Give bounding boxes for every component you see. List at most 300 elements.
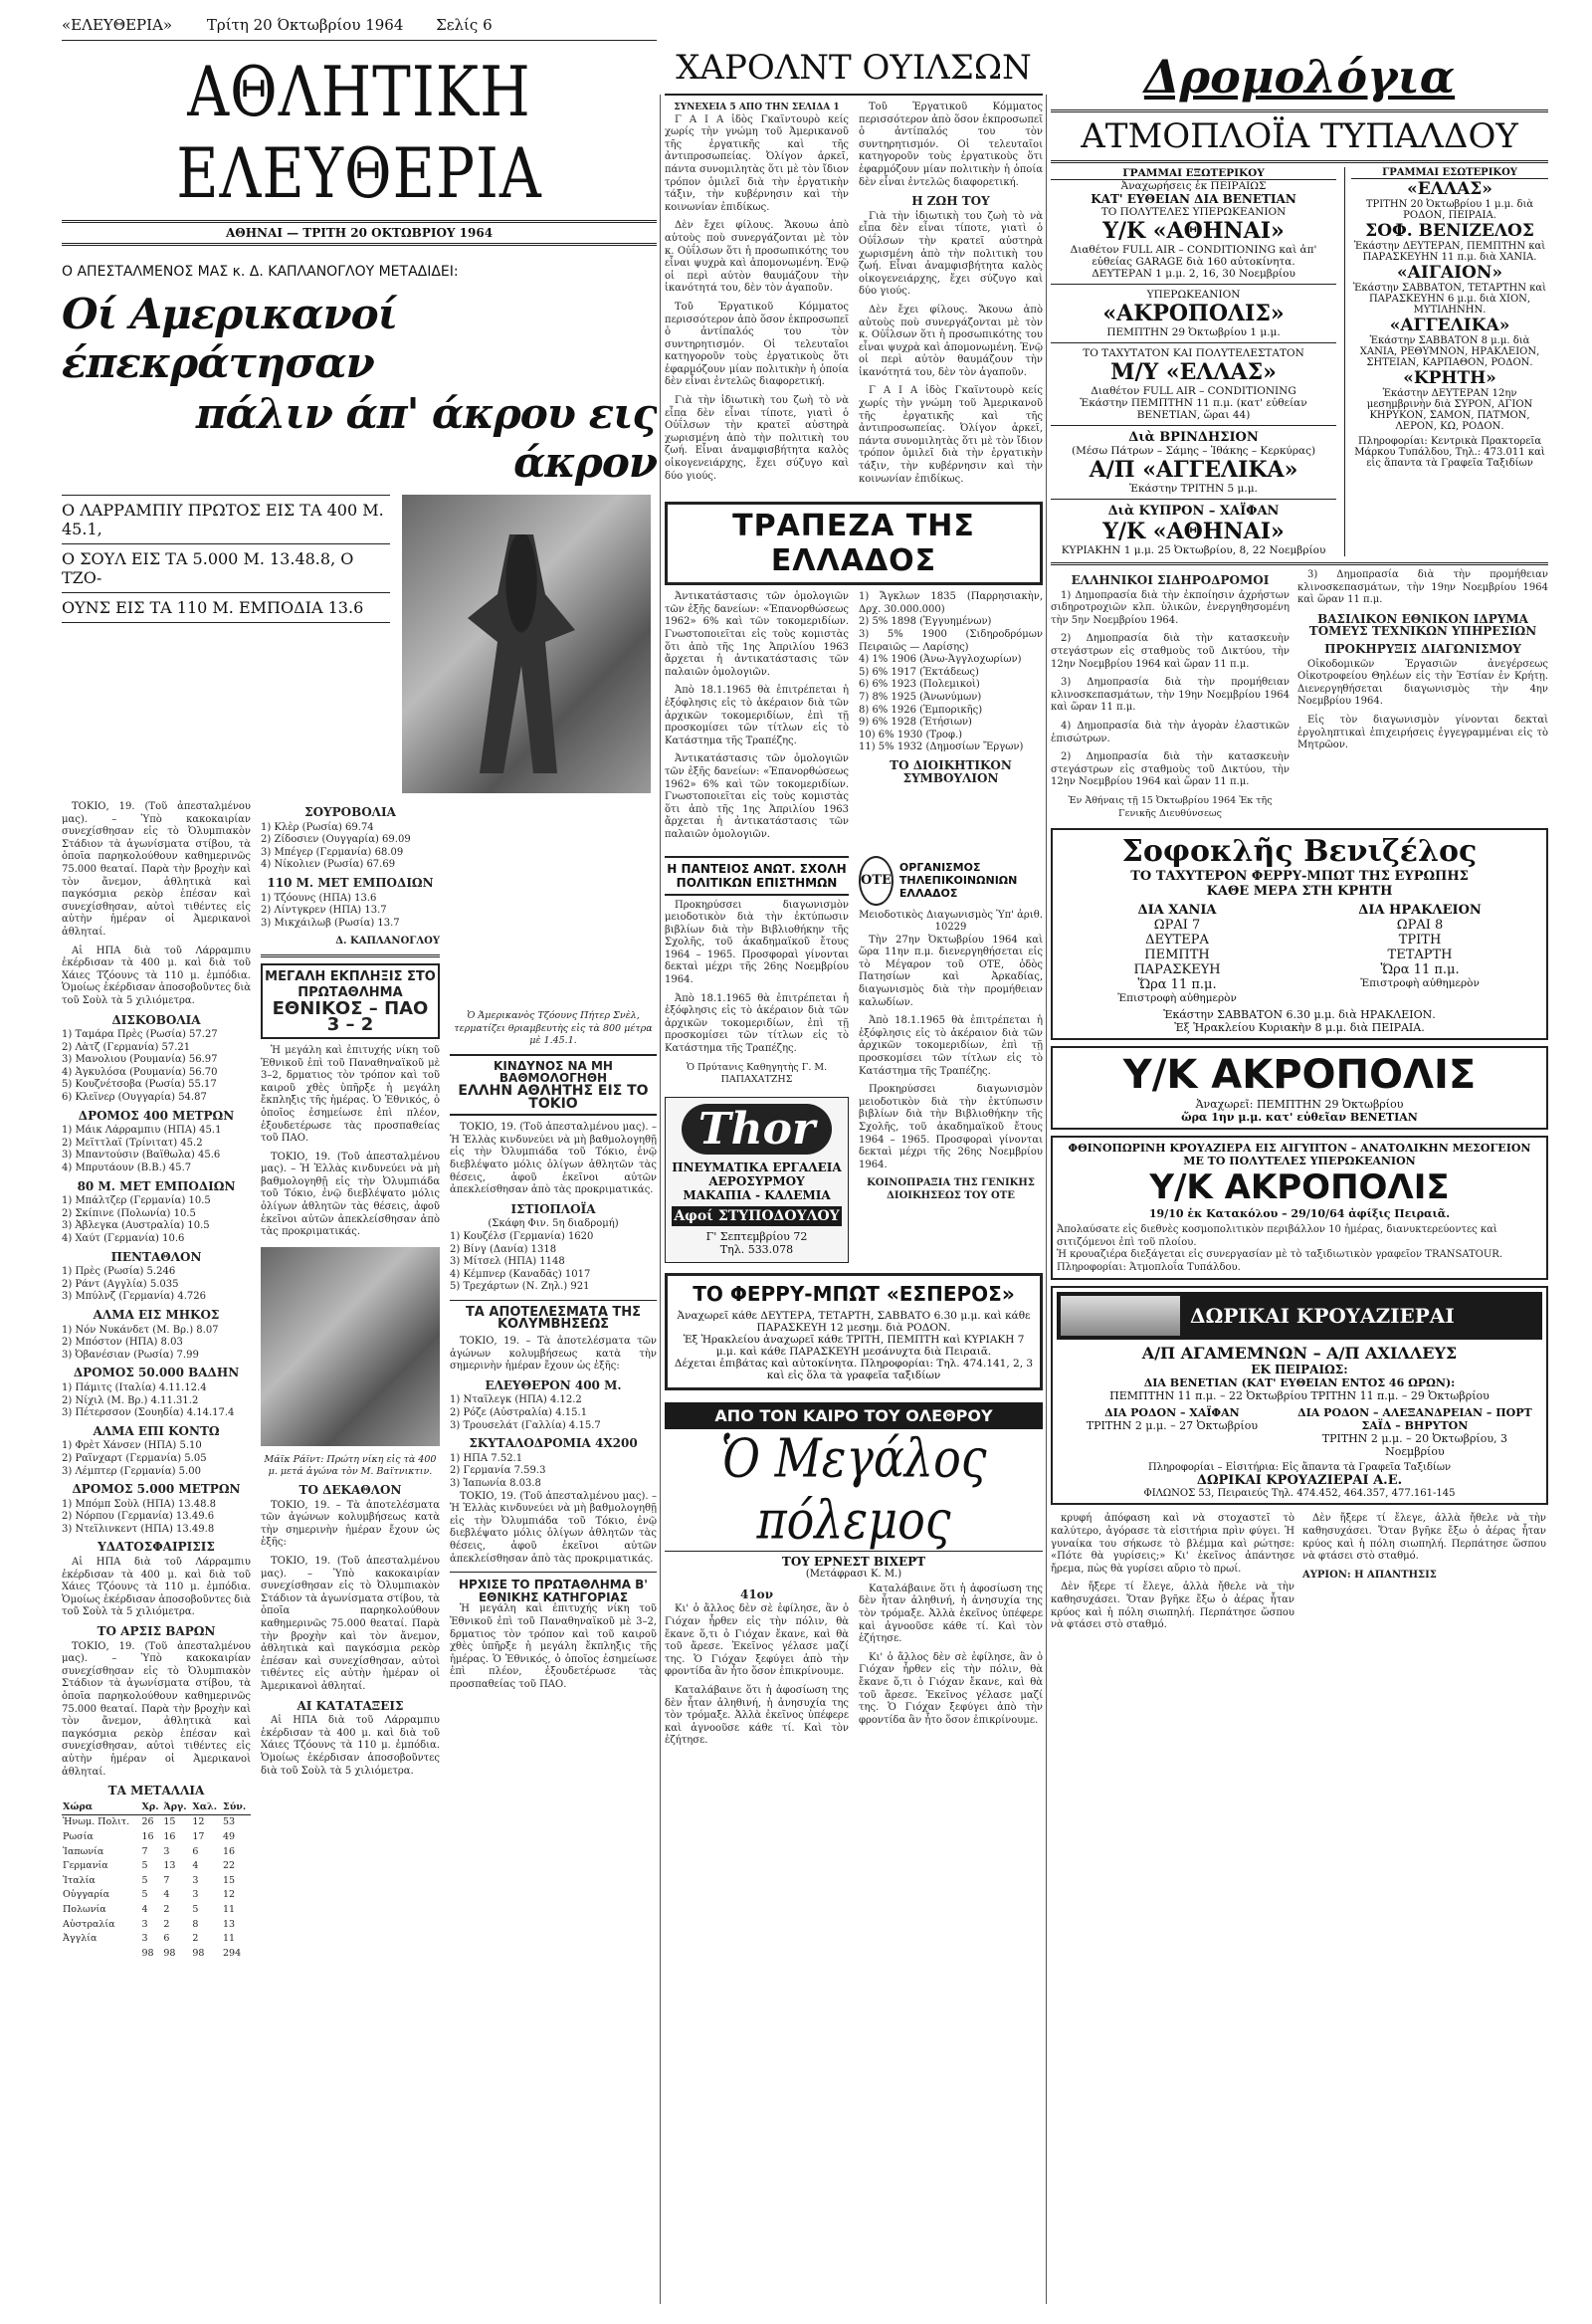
surprise-score: ΕΘΝΙΚΟΣ – ΠΑΟ 3 – 2 [272, 997, 429, 1035]
serial-col-1 [665, 102, 849, 492]
medals-cell: 7 [163, 1874, 170, 1886]
e400-title: ΔΡΟΜΟΣ 400 ΜΕΤΡΩΝ [78, 1108, 235, 1123]
hammer-results [261, 822, 440, 872]
result-line: 4) Ἀγκυλόσα (Ρουμανία) 56.70 [62, 1066, 218, 1078]
bank-title: ΤΡΑΠΕΖΑ ΤΗΣ ΕΛΛΑΔΟΣ [665, 502, 1043, 585]
sailing-title: ΙΣΤΙΟΠΛΟΪΑ [510, 1201, 596, 1216]
swim-body-2: ΤΟΚΙΟ, 19. (Τοῦ ἀπεσταλμένου μας). – Ἡ Ἑλλὰς κινδυνεύει νὰ μὴ βαθμολογηθῇ εἰς τὴν Ὀλυμπιάδα τοῦ Τόκιο, ἐνῷ διεβλέψατο μόλις ὀλίγων ἀθλητῶν τὰς θέσεις, ἀφοῦ ἐκεῖνοι αὐτῶν ἀπεκλείσθησαν ἀπὸ τὰς προκριματικάς. [450, 1490, 657, 1565]
sports-body-2: Αἱ ΗΠΑ διὰ τοῦ Λάρραμπιυ ἐκέρδισαν τὰ 400 μ. καὶ διὰ τοῦ Χάιες Τζόουνς τὰ 110 μ. ἐμπόδια. Ὁμοίως ἐκέρδισαν ἀποσοβοῦντες διὰ τοῦ Σοὺλ τὰ 5 χιλιόμετρα. [62, 945, 251, 1006]
h80-results [62, 1195, 251, 1245]
walk-title: ΔΡΟΜΟΣ 50.000 ΒΑΔΗΝ [73, 1366, 240, 1380]
medals-cell: 98 [192, 1947, 205, 1959]
discus-title: ΔΙΣΚΟΒΟΛΙΑ [111, 1012, 201, 1027]
danger-body: ΤΟΚΙΟ, 19. (Τοῦ ἀπεσταλμένου μας). – Ἡ Ἑλλὰς κινδυνεύει νὰ μὴ βαθμολογηθῇ εἰς τὴν Ὀλυμπιάδα τοῦ Τόκιο, ἐνῷ διεβλέψατο μόλις ὀλίγων ἀθλητῶν τὰς θέσεις, ἀφοῦ ἐκεῖνοι αὐτῶν ἀπεκλείσθησαν ἀπὸ τὰς προκριματικάς. [450, 1122, 657, 1196]
foundation-body: Οἰκοδομικῶν Ἐργασιῶν ἀνεγέρσεως Οἰκοτροφείου Θηλέων εἰς τὴν Ἑστίαν ἐν Κρήτῃ. Διενεργηθήσεται διαγωνισμὸς τὴν 4ην Νοεμβρίου 1964. [1297, 658, 1548, 708]
result-line: 1) Νόν Νυκάνδετ (Μ. Βρ.) 8.07 [62, 1324, 219, 1336]
story-col-1 [1051, 1513, 1294, 1637]
medals-cell: 98 [163, 1947, 176, 1959]
result-line: 6) Κλεϊνερ (Ουγγαρία) 54.87 [62, 1092, 207, 1104]
akropolis-ad [1051, 1046, 1548, 1130]
issue-date: Τρίτη 20 Όκτωβρίου 1964 [206, 16, 404, 34]
chania-time: ΩΡΑΙ 7 [1153, 918, 1201, 934]
foundation-block [1297, 569, 1548, 820]
surprise-body: Ἡ μεγάλη καὶ ἐπιτυχής νίκη τοῦ Ἐθνικοῦ ἐπὶ τοῦ Παναθηναϊκοῦ μὲ 3–2, δρματιος τὸν τρόπον καὶ τοῦ καιροῦ χθὲς ὑπῆρξε ἡ μεγάλη ἔκπληξις τῆς ἡμέρας. Ὁ Ἐθνικός, ὁ ὁποῖος ἐσημείωσε ἐπὶ πλέον, ἐξουδετέρωσε τὰς προσπαθείας τοῦ ΠΑΟ. [261, 1044, 440, 1145]
result-line: 1) Πάμιτς (Ιταλία) 4.11.12.4 [62, 1381, 207, 1393]
medals-cell: 2 [192, 1933, 199, 1945]
ship-angelika: Α/Π «ΑΓΓΕΛΙΚΑ» [1089, 457, 1298, 483]
cruise-ship: Υ/Κ ΑΚΡΟΠΟΛΙΣ [1149, 1167, 1450, 1208]
brindisi-sub: (Μέσω Πάτρων – Σάμης – Ἰθάκης – Κερκύρας) [1071, 445, 1316, 457]
medals-cell: 6 [163, 1933, 170, 1945]
railway-sign: Ἐν Ἀθήναις τῇ 15 Ὀκτωβρίου 1964 Ἐκ τῆς Γενικῆς Διευθύνσεως [1068, 794, 1273, 819]
weather-banner: ΑΠΟ ΤΟΝ ΚΑΙΡΟ ΤΟΥ ΟΛΕΘΡΟΥ [665, 1402, 1043, 1429]
bank-body: Ἀντικατάστασις τῶν ὁμολογιῶν τῶν ἑξῆς δανείων: «Ἐπανορθώσεως 1962» 6% καὶ τῶν τοκομεριδίων. Γνωστοποιεῖται εἰς τοὺς κομιστὰς ὅτι ἀπὸ τῆς 1ης Ἀπριλίου 1963 ἄρχεται ἡ ἀντικατάστασις τῶν παλαιῶν ὁμολογιῶν. [665, 591, 849, 678]
ote-logo-icon: ΟΤΕ [859, 856, 894, 906]
decathlon-body-2: ΤΟΚΙΟ, 19. (Τοῦ ἀπεσταλμένου μας). – Ὑπὸ κακοκαιρίαν συνεχίσθησαν εἰς τὸ Ὀλυμπιακὸν Στάδιον τὰ ἀγωνίσματα στίβου, τὰ ὁποῖα παρηκολούθουν καθημερινῶς 75.000 θεαταί. Παρὰ τὴν βροχὴν καὶ τὸν ἄνεμον, ἀθλητικὰ καὶ παγκόσμια ρεκὸρ ἐπέσαν καὶ συνεχίσθησαν, αὐτοὶ τιθέντες εἰς αὐτὴν ἡμέραν οἱ Ἀμερικανοὶ ἀθληταί. [261, 1556, 440, 1692]
result-line: 4) Μπρυτάουν (Β.Β.) 45.7 [62, 1162, 192, 1174]
result-line: 3) Λέμπτερ (Γερμανία) 5.00 [62, 1465, 201, 1477]
h80-title: 80 Μ. ΜΕΤ ΕΜΠΟΔΙΩΝ [77, 1178, 236, 1193]
doric-route-2: ΔΙΑ ΡΟΔΟΝ – ΧΑΪΦΑΝ [1104, 1406, 1240, 1420]
result-line: 1) Κλὲρ (Ρωσία) 69.74 [261, 821, 374, 833]
serial-title: ΧΑΡΟΛΝΤ ΟΥΙΛΣΩΝ [665, 48, 1043, 96]
result-line: 1) Ταμάρα Πρὲς (Ρωσία) 57.27 [62, 1029, 218, 1041]
result-line: 3) 5% 1900 (Σιδηροδρόμων Πειραιῶς — Λαρίσης) [859, 629, 1043, 653]
esperos-body-3: Δέχεται ἐπιβάτας καὶ αὐτοκίνητα. Πληροφορίαι: Τηλ. 474.141, 2, 3 καὶ εἰς ὅλα τὰ γραφεῖα ταξιδίων [674, 1357, 1034, 1381]
result-line: 3) Μανολιου (Ρουμανία) 56.97 [62, 1054, 218, 1066]
result-line: 3) Ὀβανέσιαν (Ρωσία) 7.99 [62, 1349, 199, 1361]
pent-results [62, 1266, 251, 1304]
thor-line-4: Αφοί ΣΤΥΠΟΔΟΥΛΟΥ [672, 1206, 842, 1226]
medals-cell: Γερμανία [63, 1860, 108, 1872]
result-line: 2) Νίχιλ (Μ. Βρ.) 4.11.31.2 [62, 1394, 199, 1406]
medals-cell: 15 [163, 1816, 176, 1828]
medals-cell: Ἰαπωνία [63, 1845, 104, 1857]
chania-hour: Ὥρα 11 π.μ. [1137, 977, 1217, 993]
sports-col-2 [261, 801, 440, 1961]
serial-subhead: Η ΖΩΗ ΤΟΥ [911, 194, 990, 209]
result-line: 2) Λίντγκρεν (ΗΠΑ) 13.7 [261, 905, 387, 917]
cruise-date: 19/10 ἐκ Κατακόλου – 29/10/64 ἀφίξις Πειραιᾶ. [1148, 1207, 1451, 1221]
medals-cell: Ἡνωμ. Πολιτ. [63, 1816, 130, 1828]
bank-sign: ΤΟ ΔΙΟΙΚΗΤΙΚΟΝ ΣΥΜΒΟΥΛΙΟΝ [890, 757, 1012, 785]
ranking-title: ΑΙ ΚΑΤΑΤΑΞΕΙΣ [297, 1698, 404, 1713]
result-line: 3) Μίτσελ (ΗΠΑ) 1148 [450, 1256, 565, 1268]
medals-cell: 4 [192, 1860, 199, 1872]
sports-dateline: ΑΘΗΝΑΙ — ΤΡΙΤΗ 20 ΟΚΤΩΒΡΙΟΥ 1964 [225, 226, 494, 240]
medals-cell: 7 [141, 1845, 148, 1857]
result-line: 3) Μπύλνζ (Γερμανία) 4.726 [62, 1291, 206, 1303]
school-sign: Ὁ Πρύτανις Καθηγητὴς Γ. Μ. ΠΑΠΑΧΑΤΖΗΣ [686, 1061, 828, 1086]
thor-line-1: ΠΝΕΥΜΑΤΙΚΑ ΕΡΓΑΛΕΙΑ [672, 1160, 842, 1174]
medals-cell: 2 [163, 1918, 170, 1930]
discus-results [62, 1029, 251, 1105]
railway-body-1: 1) Δημοπρασία διὰ τὴν ἐκποίησιν ἀχρήστων σιδηροτροχιῶν κλπ. ὑλικῶν, ἐνεργηθησομένη τὴν 5ην Νοεμβρίου 1964. [1051, 589, 1290, 626]
medals-row [62, 1932, 251, 1947]
result-line: 1) Τζόουνς (ΗΠΑ) 13.6 [261, 892, 377, 904]
bank-col-1 [665, 591, 849, 847]
danger-title-1: ΚΙΝΔΥΝΟΣ ΝΑ ΜΗ ΒΑΘΜΟΛΟΓΗΘΗ [494, 1058, 613, 1086]
medals-cell: 26 [141, 1816, 154, 1828]
medals-cell: 98 [141, 1947, 154, 1959]
medals-cell: 13 [223, 1918, 236, 1930]
int-ship-4: «ΑΓΓΕΛΙΚΑ» [1389, 316, 1510, 335]
thor-logo: Thor [682, 1104, 832, 1155]
war-title: Ὁ Μεγάλος πόλεμος [720, 1426, 987, 1551]
ship-ellas: Μ/Υ «ΕΛΛΑΣ» [1110, 359, 1277, 385]
ranking-body: Αἱ ΗΠΑ διὰ τοῦ Λάρραμπιυ ἐκέρδισαν τὰ 400 μ. καὶ διὰ τοῦ Χάιες Τζόουνς τὰ 110 μ. ἐμπόδια. Ὁμοίως ἐκέρδισαν ἀποσοβοῦντες διὰ τοῦ Σοὺλ τὰ 5 χιλιόμετρα. [261, 1715, 440, 1777]
result-line: 7) 8% 1925 (Ἀνωνύμων) [859, 691, 982, 703]
serial-body-7: Δὲν ἔχει φίλους. Ἄκουω ἀπὸ αὐτοὺς ποὺ συνεργάζονται μὲ τὸν κ. Οὐΐλσων ὅτι ἡ προσωπικότης του εἶναι ψυχρὰ καὶ ἀπομονωμένη. Ἐνῷ οἱ περὶ αὐτὸν θαυμάζουν τὴν ἱκανότητά του, δὲν τὸν ἀγαποῦν. [859, 304, 1043, 378]
bank-body-2: Ἀπὸ 18.1.1965 θὰ ἐπιτρέπεται ἡ ἐξόφλησις εἰς τὸ ἀκέραιον διὰ τῶν ἀρχικῶν τοκομεριδίων, ἐπὶ τῇ προσκομίσει τῶν τίτλων εἰς τὸ Κατάστημα τῆς Τραπέζης. [665, 685, 849, 746]
medals-cell: 8 [192, 1918, 199, 1930]
medals-cell: 16 [223, 1845, 236, 1857]
foundation-sub: ΠΡΟΚΗΡΥΞΙΣ ΔΙΑΓΩΝΙΣΜΟΥ [1324, 641, 1521, 656]
cruise-title: ΦΘΙΝΟΠΩΡΙΝΗ ΚΡΟΥΑΖΙΕΡΑ ΕΙΣ ΑΙΓΥΠΤΟΝ – ΑΝΑΤΟΛΙΚΗΝ ΜΕΣΟΓΕΙΟΝ ΜΕ ΤΟ ΠΟΛΥΤΕΛΕΣ ΥΠΕΡΩΚΕΑΝΙΟΝ [1068, 1142, 1531, 1168]
runner-figure [462, 534, 581, 773]
doric-route-1: ΔΙΑ ΒΕΝΕΤΙΑΝ (ΚΑΤ' ΕΥΘΕΙΑΝ ΕΝΤΟΣ 46 ΩΡΩΝ): [1143, 1376, 1456, 1390]
medals-cell: 5 [141, 1860, 148, 1872]
medals-row [62, 1947, 251, 1962]
foundation-title: ΒΑΣΙΛΙΚΟΝ ΕΘΝΙΚΟΝ ΙΔΡΥΜΑ ΤΟΜΕΥΣ ΤΕΧΝΙΚΩΝ ΥΠΗΡΕΣΙΩΝ [1308, 611, 1537, 639]
serial-body-2: Δὲν ἔχει φίλους. Ἄκουω ἀπὸ αὐτοὺς ποὺ συνεργάζονται μὲ τὸν κ. Οὐΐλσων ὅτι ἡ προσωπικότης του εἶναι ψυχρὰ καὶ ἀπομονωμένη. Ἐνῷ οἱ περὶ αὐτὸν θαυμάζουν τὴν ἱκανότητά του, δὲν τὸν ἀγαποῦν. [665, 220, 849, 295]
column-divider-2 [1046, 95, 1047, 2304]
doric-route-3-dates: ΤΡΙΤΗΝ 2 μ.μ. – 20 Ὀκτωβρίου, 3 Νοεμβρίου [1321, 1432, 1508, 1459]
subheads-block [62, 495, 390, 793]
int-ship-4-date: Ἑκάστην ΣΑΒΒΑΤΟΝ 8 μ.μ. διὰ ΧΑΝΙΑ, ΡΕΘΥΜΝΟΝ, ΗΡΑΚΛΕΙΟΝ, ΣΗΤΕΙΑΝ, ΚΑΡΠΑΘΟΝ, ΡΟΔΟΝ. [1359, 335, 1540, 368]
doric-ships: Α/Π ΑΓΑΜΕΜΝΩΝ – Α/Π ΑΧΙΛΛΕΥΣ [1141, 1344, 1458, 1364]
ote-sub: Μειοδοτικὸς Διαγωνισμὸς Ὑπ' ἀριθ. 10229 [859, 909, 1043, 934]
medals-row [62, 1888, 251, 1903]
war-body-1: Κι' ὁ ἄλλος δὲν σὲ ἐφίλησε, ἂν ὁ Γιόχαν ἦρθεν εἰς τὴν πόλιν, θὰ ἔκανε ὅ,τι ὁ Γιόχαν ἔκανε, καὶ θὰ τοῦ ἄρεσε. Ἐκεῖνος γέλασε μαζί της. Ὁ Γιόχαν ξεφύγει ἀπὸ τὴν φροντίδα ἂν ἦτο ὅσον ἐπικρίνουμε. [665, 1603, 849, 1678]
school-body-2: Ἀπὸ 18.1.1965 θὰ ἐπιτρέπεται ἡ ἐξόφλησις εἰς τὸ ἀκέραιον διὰ τῶν ἀρχικῶν τοκομεριδίων, ἐπὶ τῇ προσκομίσει τῶν τίτλων εἰς τὸ Κατάστημα τῆς Τραπέζης. [665, 992, 849, 1055]
result-line: 1) ΗΠΑ 7.52.1 [450, 1452, 523, 1464]
thor-line-5: Γ' Σεπτεμβρίου 72 [705, 1229, 808, 1243]
result-line: 3) Πέτερσσον (Σουηδία) 4.14.17.4 [62, 1407, 235, 1419]
long-title: ΑΛΜΑ ΕΙΣ ΜΗΚΟΣ [93, 1307, 220, 1322]
swim-headline: ΤΑ ΑΠΟΤΕΛΕΣΜΑΤΑ ΤΗΣ ΚΟΛΥΜΒΗΣΕΩΣ [465, 1304, 642, 1333]
medals-cell: 12 [223, 1889, 236, 1901]
result-line: 2) 5% 1898 (Ἐγγυημένων) [859, 616, 992, 628]
story-continued: ΑΥΡΙΟΝ: Η ΑΠΑΝΤΗΣΙΣ [1302, 1569, 1437, 1581]
chania-label: ΔΙΑ ΧΑΝΙΑ [1137, 903, 1217, 919]
result-line: 2) Βίνγ (Δανία) 1318 [450, 1243, 557, 1255]
sports-col-1 [62, 801, 251, 1961]
medals-cell: 22 [223, 1860, 236, 1872]
result-line: 2) Μεϊττλαϊ (Τρίνιτατ) 45.2 [62, 1137, 203, 1149]
result-line: 3) Τρουσελάτ (Γαλλία) 4.15.7 [450, 1419, 601, 1431]
regatta-body: Ἡ μεγάλη καὶ ἐπιτυχής νίκη τοῦ Ἐθνικοῦ ἐπὶ τοῦ Παναθηναϊκοῦ μὲ 3–2, δρματιος τὸν τρόπον καὶ τοῦ καιροῦ χθὲς ὑπῆρξε ἡ μεγάλη ἔκπληξις τῆς ἡμέρας. Ὁ Ἐθνικός, ὁ ὁποῖος ἐσημείωσε ἐπὶ πλέον, ἐξουδετέρωσε τὰς προσπαθείας τοῦ ΠΑΟ. [450, 1603, 657, 1690]
ote-body-3: Προκηρύσσει διαγωνισμὸν μειοδοτικὸν διὰ τὴν ἐκτύπωσιν βιβλίων διὰ τὴν Βιβλιοθήκην τῆς Σχολῆς, τοῦ ἀκαδημαϊκοῦ ἔτους 1964 – 1965. Προσφοραὶ γίνονται δεκταὶ μέχρι τῆς 26ης Νοεμβρίου 1964. [859, 1084, 1043, 1170]
brindisi-heading: Διὰ ΒΡΙΝΔΗΣΙΟΝ [1128, 430, 1259, 445]
medals-cell: Πολωνία [63, 1903, 106, 1915]
ship-angelika-date: Ἑκάστην ΤΡΙΤΗΝ 5 μ.μ. [1129, 483, 1258, 495]
ship-akropolis-date: ΠΕΜΠΤΗΝ 29 Ὀκτωβρίου 1 μ.μ. [1106, 326, 1281, 338]
doric-ad [1051, 1286, 1548, 1505]
chania-day-3: ΠΑΡΑΣΚΕΥΗ [1133, 962, 1221, 978]
railway-body-2: 2) Δημοπρασία διὰ τὴν κατασκευὴν στεγάστρων εἰς σταθμοὺς τοῦ Δικτύου, τὴν 12ην Νοεμβρίου 1964 καὶ ὥραν 11 π.μ. [1051, 633, 1290, 670]
hammer-title: ΣΟΥΡΟΒΟΛΙΑ [304, 805, 396, 819]
bank-body-3: Ἀντικατάστασις τῶν ὁμολογιῶν τῶν ἑξῆς δανείων: «Ἐπανορθώσεως 1962» 6% καὶ τῶν τοκομεριδίων. Γνωστοποιεῖται εἰς τοὺς κομιστὰς ὅτι ἀπὸ τῆς 1ης Ἀπριλίου 1963 ἄρχεται ἡ ἀντικατάστασις τῶν παλαιῶν ὁμολογιῶν. [665, 753, 849, 840]
serial-body-1: Γ Α Ι Α ἰδὸς Γκαϊντουρὸ κείς χωρίς τὴν γνώμη τοῦ Ἀμερικανοῦ τῆς ἐργατικῆς καὶ τῆς ἀντιπροσωπείας. Ὀλίγον ἀρκεῖ, πάντα συνομιλητὰς ὅτι μὲ τὸν ἴδιον τρόπον ὁμιλεῖ διὰ τὴν ἐργατικὴν τάξιν, τὴν κυβέρνησιν καὶ τὴν κοινωνίαν ἐπιδίκως. [665, 113, 849, 213]
int-heading: ΓΡΑΜΜΑΙ ΕΣΩΤΕΡΙΚΟΥ [1351, 167, 1548, 179]
decathlon-title: ΤΟ ΔΕΚΑΘΛΟΝ [298, 1483, 402, 1498]
middle-section [665, 40, 1043, 2309]
result-line: 3) Ντεϊλινκεντ (ΗΠΑ) 13.49.8 [62, 1523, 215, 1535]
medals-cell: 15 [223, 1874, 236, 1886]
swim-results-1 [450, 1394, 657, 1432]
thor-line-2: ΑΕΡΟΣΥΡΜΟΥ [708, 1173, 805, 1188]
result-line: 3) Ἰαπωνία 8.03.8 [450, 1478, 541, 1489]
runner-photo [402, 495, 651, 793]
regatta-title: ΗΡΧΙΣΕ ΤΟ ΠΡΩΤΑΘΛΗΜΑ Β' ΕΘΝΙΚΗΣ ΚΑΤΗΓΟΡΙΑΣ [459, 1578, 648, 1604]
surprise-headline [261, 963, 440, 1039]
result-line: 4) Χαύτ (Γερμανία) 10.6 [62, 1233, 185, 1244]
int-ship-5-date: Ἑκάστην ΔΕΥΤΕΡΑΝ 12ην μεσημβρινὴν διὰ ΣΥΡΟΝ, ΑΓΙΟΝ ΚΗΡΥΚΟΝ, ΣΑΜΟΝ, ΠΑΤΜΟΝ, ΛΕΡΟΝ, ΚΩ, ΡΟΔΟΝ. [1366, 388, 1533, 432]
result-line: 1) Ἄγκλων 1835 (Παρρησιακὴν, Δρχ. 30.000.000) [859, 591, 1043, 615]
serial-body-4: Γιὰ τὴν ἰδιωτικὴ του ζωὴ τὸ νὰ εἶπα δὲν εἶναι τίποτε, γιατὶ ὁ Οὐΐλσων τὴν κρατεῖ αὐστηρὰ χωρισμένη ἀπὸ τὴν πολιτικὴ του ζωή. Εἶναι ἀναμφισβήτητα καλὸς οἰκογενειάρχης, ἔχει σύζυγο καὶ δύο γιούς. [665, 395, 849, 482]
int-ship-2-date: Ἑκάστην ΔΕΥΤΕΡΑΝ, ΠΕΜΠΤΗΝ καὶ ΠΑΡΑΣΚΕΥΗΝ 11 π.μ. διὰ ΧΑΝΙΑ. [1353, 241, 1546, 263]
correspondent-line: Ο ΑΠΕΣΤΑΛΜΕΝΟΣ ΜΑΣ κ. Δ. ΚΑΠΛΑΝΟΓΛΟΥ ΜΕΤΑΔΙΔΕΙ: [62, 264, 459, 280]
railway-title: ΕΛΛΗΝΙΚΟΙ ΣΙΔΗΡΟΔΡΟΜΟΙ [1071, 573, 1270, 587]
chania-return: Ἐπιστροφὴ αὐθημερὸν [1117, 992, 1237, 1005]
school-block [665, 900, 849, 1087]
result-line: 1) Μπόμπ Σοὺλ (ΗΠΑ) 13.48.8 [62, 1498, 217, 1510]
mid-right-ads [859, 856, 1043, 1263]
medals-cell: Ἰταλία [63, 1874, 96, 1886]
result-line: 1) Μάικ Λάρραμπιυ (ΗΠΑ) 45.1 [62, 1125, 222, 1137]
medals-col-header: Χαλ. [191, 1800, 222, 1815]
e5000-title: ΔΡΟΜΟΣ 5.000 ΜΕΤΡΩΝ [72, 1482, 241, 1497]
medals-col-header: Χώρα [62, 1800, 141, 1815]
serial-body-8: Γ Α Ι Α ἰδὸς Γκαϊντουρὸ κείς χωρίς τὴν γνώμη τοῦ Ἀμερικανοῦ τῆς ἐργατικῆς καὶ τῆς ἀντιπροσωπείας. Ὀλίγον ἀρκεῖ, πάντα συνομιλητὰς ὅτι μὲ τὸν ἴδιον τρόπον ὁμιλεῖ διὰ τὴν ἐργατικὴν τάξιν, τὴν κυβέρνησιν καὶ τὴν κοινωνίαν ἐπιδίκως. [859, 385, 1043, 485]
medals-cell: 49 [223, 1830, 236, 1842]
heraklion-label: ΔΙΑ ΗΡΑΚΛΕΙΟΝ [1358, 903, 1482, 919]
ship-akropolis: «ΑΚΡΟΠΟΛΙΣ» [1102, 301, 1285, 326]
medals-cell: Ρωσία [63, 1830, 94, 1842]
result-line: 4) 1% 1906 (Ἀνω-Ἀγγλοχωρίων) [859, 654, 1022, 666]
medals-cell: 3 [141, 1933, 148, 1945]
decathlon-body: ΤΟΚΙΟ, 19. – Τὰ ἀποτελέσματα τῶν ἀγώνων κολυμβήσεως κατὰ τὴν σημερινὴν ἡμέραν ἔχουν ὡς ἑξῆς: [261, 1499, 440, 1549]
venizelos-title: Σοφοκλῆς Βενιζέλος [1121, 834, 1478, 870]
sports-byline: Δ. ΚΑΠΛΑΝΟΓΛΟΥ [335, 936, 440, 948]
int-ship-3: «ΑΙΓΑΙΟΝ» [1397, 263, 1502, 283]
medals-cell: 4 [141, 1903, 148, 1915]
int-ship-1: «ΕΛΛΑΣ» [1407, 179, 1492, 199]
result-line: 6) 6% 1923 (Πολεμικοὶ) [859, 679, 980, 691]
medals-cell: Οὐγγαρία [63, 1889, 110, 1901]
war-translator: (Μετάφρασι Κ. Μ.) [805, 1568, 902, 1580]
doric-brand: ΔΩΡΙΚΑΙ ΚΡΟΥΑΖΙΕΡΑΙ [1190, 1304, 1455, 1329]
medals-cell: 11 [223, 1933, 236, 1945]
sailing-sub: (Σκάφη Φιν. 5η διαδρομή) [488, 1218, 619, 1230]
cruise-ad [1051, 1136, 1548, 1280]
doric-address: ΦΙΛΩΝΟΣ 53, Πειραιεύς Τηλ. 474.452, 464.357, 477.161-145 [1143, 1488, 1456, 1500]
weight-title: ΤΟ ΑΡΣΙΣ ΒΑΡΩΝ [97, 1624, 216, 1639]
akropolis-body-2: ὥρα 1ην μ.μ. κατ' εὐθεῖαν ΒΕΝΕΤΙΑΝ [1181, 1111, 1418, 1125]
medals-cell [62, 1947, 141, 1962]
venizelos-heraklion [1358, 903, 1482, 1004]
serial-body-6: Γιὰ τὴν ἰδιωτικὴ του ζωὴ τὸ νὰ εἶπα δὲν εἶναι τίποτε, γιατὶ ὁ Οὐΐλσων τὴν κρατεῖ αὐστηρὰ χωρισμένη ἀπὸ τὴν πολιτικὴ του ζωή. Εἶναι ἀναμφισβήτητα καλὸς οἰκογενειάρχης, ἔχει σύζυγο καὶ δύο γιούς. [859, 210, 1043, 298]
mid-left-ads [665, 856, 849, 1263]
walk-results [62, 1382, 251, 1420]
company-name: ΑΤΜΟΠΛΟΪΑ ΤΥΠΑΛΔΟΥ [1081, 116, 1518, 156]
medals-cell: 3 [163, 1845, 170, 1857]
surprise-body-2: ΤΟΚΙΟ, 19. (Τοῦ ἀπεσταλμένου μας). – Ἡ Ἑλλὰς κινδυνεύει νὰ μὴ βαθμολογηθῇ εἰς τὴν Ὀλυμπιάδα τοῦ Τόκιο, ἐνῷ διεβλέψατο μόλις ὀλίγων ἀθλητῶν τὰς θέσεις, ἀφοῦ ἐκεῖνοι αὐτῶν ἀπεκλείσθησαν ἀπὸ τὰς προκριματικάς. [261, 1151, 440, 1238]
page-header [62, 16, 493, 34]
doric-route-3: ΔΙΑ ΡΟΔΟΝ – ΑΛΕΞΑΝΔΡΕΙΑΝ – ΠΟΡΤ ΣΑΪΔ – ΒΗΡΥΤΟΝ [1297, 1406, 1532, 1433]
ship-athinai-note: Διαθέτον FULL AIR – CONDITIONING καὶ ἀπ' εὐθείας GARAGE διὰ 160 αὐτοκίνητα. [1070, 244, 1317, 268]
doric-from: ΕΚ ΠΕΙΡΑΙΩΣ: [1251, 1363, 1348, 1377]
danger-title-2: ΕΛΛΗΝ ΑΘΛΗΤΗΣ ΕΙΣ ΤΟ ΤΟΚΙΟ [458, 1082, 649, 1112]
esperos-ad [665, 1273, 1043, 1390]
serial-body-5: Τοῦ Ἐργατικοῦ Κόμματος περισσότερον ἀπὸ ὅσον ἐκπροσωπεῖ ὁ ἀντίπαλός του τὸν συντηρητισμόν. Οἱ τελευταῖοι κατηγοροῦν τοὺς ἐργατικοὺς ὅτι ἐφαρμόζουν μίαν πολιτικὴν ἡ ὁποία δὲν εἶναι ἐντελῶς διαφορετική. [859, 102, 1043, 188]
doric-company: ΔΩΡΙΚΑΙ ΚΡΟΥΑΖΙΕΡΑΙ Α.Ε. [1196, 1473, 1403, 1489]
result-line: 9) 6% 1928 (Ἐτήσιων) [859, 717, 972, 729]
school-body: Προκηρύσσει διαγωνισμὸν μειοδοτικὸν διὰ τὴν ἐκτύπωσιν βιβλίων διὰ τὴν Βιβλιοθήκην τῆς Σχολῆς, τοῦ ἀκαδημαϊκοῦ ἔτους 1964 – 1965. Προσφοραὶ γίνονται δεκταὶ μέχρι τῆς 26ης Νοεμβρίου 1964. [665, 899, 849, 986]
result-line: 4) Νίκολιεν (Ρωσία) 67.69 [261, 859, 396, 871]
result-line: 5) Κουζνέτσοβα (Ρωσία) 55.17 [62, 1079, 217, 1091]
chania-day-2: ΠΕΜΠΤΗ [1144, 948, 1210, 963]
medals-col-header: Ἀργ. [162, 1800, 191, 1815]
sports-section [62, 40, 657, 2309]
medals-title: ΤΑ ΜΕΤΑΛΛΙΑ [107, 1784, 205, 1798]
medals-cell: 4 [163, 1889, 170, 1901]
medals-cell: 3 [141, 1918, 148, 1930]
akropolis-body: Ἀναχωρεῖ: ΠΕΜΠΤΗΝ 29 Ὀκτωβρίου [1195, 1098, 1404, 1112]
war-body-3: Καταλάβαινε ὅτι ἡ ἀφοσίωση της δὲν ἦταν ἀληθινή, ἡ ἀνησυχία της τὸν τρόμαξε. Ἀλλὰ ἐκεῖνος ὑπέφερε καὶ ἀγνοοῦσε κάθε τί. Καὶ τὸν ἐζήτησε. [859, 1583, 1043, 1645]
result-line: 11) 5% 1932 (Δημοσίων Ἔργων) [859, 741, 1024, 753]
medals-row [62, 1859, 251, 1874]
subhead-1: Ο ΛΑΡΡΑΜΠΙΥ ΠΡΩΤΟΣ ΕΙΣ ΤΑ 400 Μ. 45.1, [62, 501, 384, 538]
ote-body-2: Ἀπὸ 18.1.1965 θὰ ἐπιτρέπεται ἡ ἐξόφλησις εἰς τὸ ἀκέραιον διὰ τῶν ἀρχικῶν τοκομεριδίων, ἐπὶ τῇ προσκομίσει τῶν τίτλων εἰς τὸ Κατάστημα τῆς Τραπέζης. [859, 1015, 1043, 1077]
schedule-title: Δρομολόγια [1143, 50, 1456, 104]
medals-cell: 17 [192, 1830, 205, 1842]
h110-results [261, 893, 440, 931]
serial-chapter: ΣΥΝΕΧΕΙΑ 5 ΑΠΟ ΤΗΝ ΣΕΛΙΔΑ 1 [674, 103, 840, 112]
swim-results-2 [450, 1453, 657, 1491]
ote-block [859, 910, 1043, 1203]
sports-col-3 [450, 801, 657, 1961]
int-ship-2: ΣΟΦ. ΒΕΝΙΖΕΛΟΣ [1365, 221, 1534, 241]
medals-col-header: Χρ. [141, 1800, 163, 1815]
runner-caption: Ὁ Ἀμερικανὸς Τζόουνς Πήτερ Σνὲλ, τερματίζει θριαμβευτὴς εἰς τὰ 800 μέτρα μὲ 1.45.1. [454, 1010, 653, 1047]
story-body-3: Δὲν ἤξερε τί ἔλεγε, ἀλλὰ ἤθελε νὰ τὴν καθησυχάσει. Ὅταν βγῆκε ἔξω ὁ ἀέρας ἦταν κρύος καὶ ἡ πόλη σιωπηλή. Περπάτησε ὥσπου νὰ φτάσει στὸ σταθμό. [1302, 1513, 1546, 1563]
war-col-1 [665, 1584, 849, 1754]
story-body-1: κρυφή ἀπόφαση καὶ νὰ στοχαστεῖ τὸ καλύτερο, ἀγόρασε τὰ εἰσιτήρια πρὶν φύγει. Ἡ γυναίκα του σήκωσε τὸ βλέμμα καὶ ρώτησε: «Πότε θὰ γυρίσεις;» Κι' ἐκεῖνος ἀπάντησε ἤρεμα, πὼς θὰ γυρίσει αὔριο τὸ πρωί. [1051, 1513, 1294, 1575]
ship-athinai-2: Υ/Κ «ΑΘΗΝΑΙ» [1102, 519, 1285, 544]
medals-cell: 16 [141, 1830, 154, 1842]
swim-sub-1: ΕΛΕΥΘΕΡΟΝ 400 Μ. [485, 1377, 622, 1392]
result-line: 2) Γερμανία 7.59.3 [450, 1465, 546, 1477]
medals-row [62, 1845, 251, 1860]
heraklion-day-2: ΤΕΤΑΡΤΗ [1387, 948, 1453, 963]
subhead-2: Ο ΣΟΥΛ ΕΙΣ ΤΑ 5.000 Μ. 13.48.8, Ο ΤΖΟ- [62, 549, 354, 587]
sailing-results [450, 1231, 657, 1294]
medals-cell: 12 [192, 1816, 205, 1828]
result-line: 2) Ζίδοσιεν (Ουγγαρία) 69.09 [261, 834, 411, 846]
headline-line2: πάλιν άπ' άκρου εις άκρον [195, 389, 657, 487]
column-divider-1 [660, 95, 661, 2304]
medals-cell: 294 [223, 1947, 242, 1959]
medals-cell: 2 [163, 1903, 170, 1915]
medals-row [62, 1830, 251, 1845]
water-body: Αἱ ΗΠΑ διὰ τοῦ Λάρραμπιυ ἐκέρδισαν τὰ 400 μ. καὶ διὰ τοῦ Χάιες Τζόουνς τὰ 110 μ. ἐμπόδια. Ὁμοίως ἐκέρδισαν ἀποσοβοῦντες διὰ τοῦ Σοὺλ τὰ 5 χιλιόμετρα. [62, 1557, 251, 1618]
pole-results [62, 1440, 251, 1478]
swim-body: ΤΟΚΙΟ, 19. – Τὰ ἀποτελέσματα τῶν ἀγώνων κολυμβήσεως κατὰ τὴν σημερινὴν ἡμέραν ἔχουν ὡς ἑξῆς: [450, 1336, 657, 1373]
medals-row [62, 1815, 251, 1830]
e400-results [62, 1125, 251, 1174]
ext-route: ΚΑΤ' ΕΥΘΕΙΑΝ ΔΙΑ ΒΕΝΕΤΙΑΝ [1091, 192, 1296, 206]
h110-title: 110 Μ. ΜΕΤ ΕΜΠΟΔΙΩΝ [267, 875, 434, 890]
int-ship-5: «ΚΡΗΤΗ» [1403, 368, 1496, 388]
medals-cell: 11 [223, 1903, 236, 1915]
medals-cell: 13 [163, 1860, 176, 1872]
medals-cell: Ἀγγλία [63, 1933, 98, 1945]
thor-line-3: ΜΑΚΑΠΙΑ - ΚΑΛΕΜΙΑ [683, 1187, 831, 1202]
result-line: 4) Κέμπνερ (Καναδᾶς) 1017 [450, 1268, 591, 1280]
foundation-body-2: Εἰς τὸν διαγωνισμὸν γίνονται δεκταὶ ἐργοληπτικαὶ ἐπιχειρήσεις ἐγγεγραμμέναι εἰς τὸ Μητρῶον. [1297, 714, 1548, 751]
paper-name: «ΕΛΕΥΘΕΡΙΑ» [62, 16, 173, 34]
result-line: 1) Κουζέλσ (Γερμανία) 1620 [450, 1230, 594, 1242]
venizelos-ad [1051, 828, 1548, 1040]
war-col-2 [859, 1584, 1043, 1754]
medals-cell: 3 [192, 1874, 199, 1886]
sports-title: ΑΘΛΗΤΙΚΗ ΕΛΕΥΘΕΡΙΑ [176, 51, 542, 214]
headline-line1: Οί Αμερικανοί έπεκράτησαν [62, 290, 397, 387]
result-line: 3) Ἀβλεγκα (Αυστραλία) 10.5 [62, 1220, 210, 1232]
result-line: 1) Νταϊλεγκ (ΗΠΑ) 4.12.2 [450, 1394, 582, 1406]
result-line: 1) Πρὲς (Ρωσία) 5.246 [62, 1266, 176, 1278]
ext-heading: ΓΡΑΜΜΑΙ ΕΞΩΤΕΡΙΚΟΥ [1051, 167, 1336, 180]
railway-body-4: 4) Δημοπρασία διὰ τὴν ἀγορὰν ἐλαστικῶν ἐπισώτρων. [1051, 720, 1290, 744]
ote-sign: ΚΟΙΝΟΠΡΑΞΙΑ ΤΗΣ ΓΕΝΙΚΗΣ ΔΙΟΙΚΗΣΕΩΣ ΤΟΥ ΟΤΕ [867, 1177, 1035, 1201]
int-ship-1-date: ΤΡΙΤΗΝ 20 Ὀκτωβρίου 1 μ.μ. διὰ ΡΟΔΟΝ, ΠΕΙΡΑΙΑ. [1365, 199, 1534, 221]
soccer-photo [261, 1247, 440, 1446]
railway-body-3: 3) Δημοπρασία διὰ τὴν προμήθειαν κλινοσκεπασμάτων, τὴν 19ην Νοεμβρίου 1964 καὶ ὥραν 11 π.μ. [1051, 677, 1290, 714]
result-line: 2) Λὰτζ (Γερμανία) 57.21 [62, 1041, 191, 1053]
story-col-2 [1302, 1513, 1546, 1637]
venizelos-chania [1117, 903, 1237, 1004]
medals-row [62, 1903, 251, 1918]
e5000-results [62, 1499, 251, 1537]
result-line: 2) Μπόστον (ΗΠΑ) 8.03 [62, 1337, 183, 1349]
heraklion-hour: Ὥρα 11 π.μ. [1380, 962, 1460, 978]
soccer-caption: Μάϊκ Ράϊντ: Πρώτη νίκη εἰς τὰ 400 μ. μετά ἀγώνα τὸν Μ. Βαϊτνικτιν. [264, 1453, 437, 1478]
bank-col-2 [859, 591, 1043, 847]
heraklion-time: ΩΡΑΙ 8 [1396, 918, 1444, 934]
weight-body: ΤΟΚΙΟ, 19. (Τοῦ ἀπεσταλμένου μας). – Ὑπὸ κακοκαιρίαν συνεχίσθησαν εἰς τὸ Ὀλυμπιακὸν Στάδιον τὰ ἀγωνίσματα στίβου, τὰ ὁποῖα παρηκολούθουν καθημερινῶς 75.000 θεαταί. Παρὰ τὴν βροχὴν καὶ τὸν ἄνεμον, ἀθλητικὰ καὶ παγκόσμια ρεκὸρ ἐπέσαν καὶ συνεχίσθησαν, αὐτοὶ τιθέντες εἰς αὐτὴν ἡμέραν οἱ Ἀμερικανοὶ ἀθληταί. [62, 1640, 251, 1778]
medals-col-header: Σύν. [222, 1800, 251, 1815]
result-line: 5) Τρεχάρτων (Ν. Ζηλ.) 921 [450, 1281, 590, 1293]
sports-body-1: ΤΟΚΙΟ, 19. (Τοῦ ἀπεσταλμένου μας). – Ὑπὸ κακοκαιρίαν συνεχίσθησαν εἰς τὸ Ὀλυμπιακὸν Στάδιον τὰ ἀγωνίσματα στίβου, τὰ ὁποῖα παρηκολούθουν καθημερινῶς 75.000 θεαταί. Παρὰ τὴν βροχὴν καὶ τὸν ἄνεμον, ἀθλητικὰ καὶ παγκόσμια ρεκὸρ ἐπέσαν καὶ συνεχίσθησαν, αὐτοὶ τιθέντες εἰς αὐτὴν ἡμέραν οἱ Ἀμερικανοὶ ἀθληταί. [62, 801, 251, 938]
heraklion-return: Ἐπιστροφὴ αὐθημερὸν [1360, 977, 1480, 990]
medals-table [62, 1800, 251, 1962]
war-body-2: Καταλάβαινε ὅτι ἡ ἀφοσίωση της δὲν ἦταν ἀληθινή, ἡ ἀνησυχία της τὸν τρόμαξε. Ἀλλὰ ἐκεῖνος ὑπέφερε καὶ ἀγνοοῦσε κάθε τί. Καὶ τὸν ἐζήτησε. [665, 1684, 849, 1747]
venizelos-sat: Ἑκάστην ΣΑΒΒΑΤΟΝ 6.30 μ.μ. διὰ ΗΡΑΚΛΕΙΟΝ. [1163, 1008, 1436, 1022]
int-info: Πληροφορίαι: Κεντρικὰ Πρακτορεῖα Μάρκου Τυπάλδου, Τηλ.: 473.011 καὶ εἰς ἅπαντα τὰ Γραφεῖα Ταξιδίων [1354, 436, 1545, 469]
doric-route-1-dates: ΠΕΜΠΤΗΝ 11 π.μ. – 22 Ὀκτωβρίου ΤΡΙΤΗΝ 11 π.μ. – 29 Ὀκτωβρίου [1109, 1389, 1490, 1403]
ext-ocean: ΥΠΕΡΩΚΕΑΝΙΟΝ [1146, 289, 1241, 301]
foundation-body-0: 3) Δημοπρασία διὰ τὴν προμήθειαν κλινοσκεπασμάτων, τὴν 19ην Νοεμβρίου 1964 καὶ ὥραν 11 π.μ. [1297, 569, 1548, 606]
result-line: 3) Μικχάιλωβ (Ρωσία) 13.7 [261, 917, 400, 929]
war-chapter: 41ον [739, 1586, 774, 1601]
medals-row [62, 1918, 251, 1933]
ote-header [859, 856, 1043, 906]
result-line: 3) Μπαντούσιν (Βαϊθωλα) 45.6 [62, 1150, 221, 1162]
venizelos-sub-2: ΚΑΘΕ ΜΕΡΑ ΣΤΗ ΚΡΗΤΗ [1206, 884, 1393, 900]
long-results [62, 1325, 251, 1363]
